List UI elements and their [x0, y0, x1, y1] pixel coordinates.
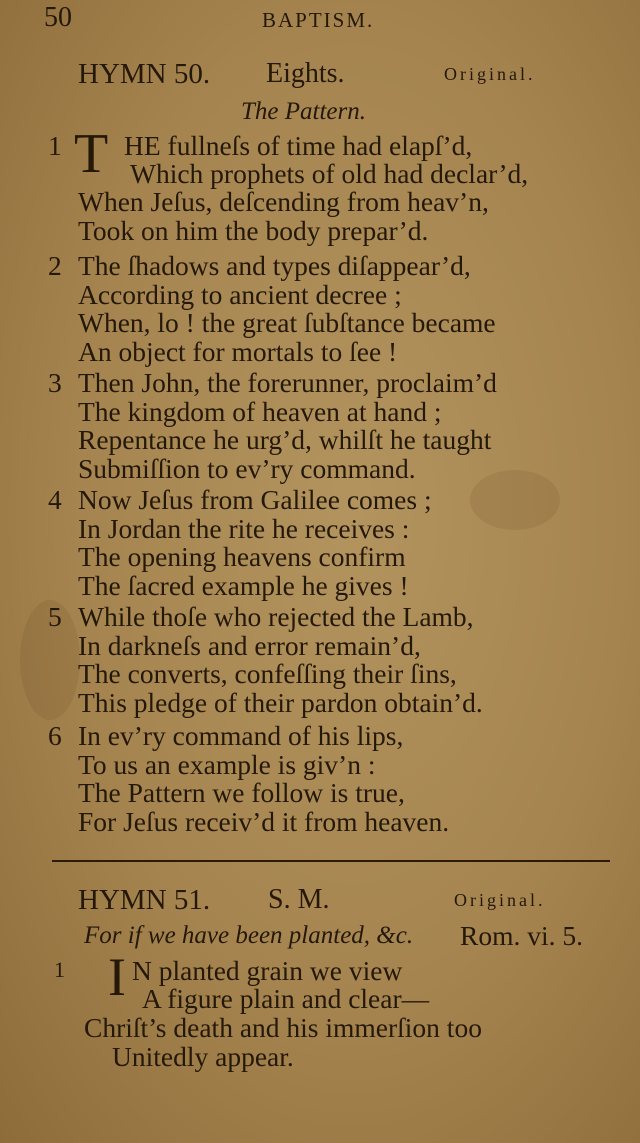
hymn-51-source: Original.	[454, 890, 546, 910]
hymn-line: Took on him the body prepar’d.	[78, 215, 429, 246]
hymn-50-title: HYMN 50.	[78, 58, 211, 90]
hymn-51-subtitle: For if we have been planted, &c.	[84, 922, 414, 949]
hymn-line: A figure plain and clear—	[142, 983, 430, 1014]
hymn-line: Submiſſion to ev’ry command.	[78, 453, 416, 484]
stanza-number: 4	[48, 484, 62, 515]
hymn-line: The opening heavens confirm	[78, 541, 406, 572]
hymn-line: For Jeſus receiv’d it from heaven.	[78, 806, 450, 837]
hymn-line: Then John, the forerunner, proclaim’d	[78, 367, 497, 398]
hymn-line: In darkneſs and error remain’d,	[78, 630, 421, 661]
hymn-line: While thoſe who rejected the Lamb,	[78, 601, 474, 632]
hymn-line: Unitedly appear.	[112, 1041, 294, 1072]
stanza-number: 3	[48, 367, 62, 398]
stanza-number: 1	[48, 130, 62, 161]
hymn-line: Chriſt’s death and his immerſion too	[84, 1012, 482, 1043]
hymn-line: Which prophets of old had declar’d,	[130, 158, 529, 189]
hymn-50-meter: Eights.	[266, 58, 345, 89]
hymn-line: Now Jeſus from Galilee comes ;	[78, 484, 432, 515]
hymn-line: When, lo ! the great ſubſtance became	[78, 307, 496, 338]
hymn-line: In Jordan the rite he receives :	[78, 513, 410, 544]
scripture-reference: Rom. vi. 5.	[460, 920, 583, 951]
hymn-line: N planted grain we view	[132, 955, 403, 986]
drop-cap: T	[74, 123, 109, 185]
hymn-line: The Pattern we follow is true,	[78, 777, 405, 808]
hymn-line: The kingdom of heaven at hand ;	[78, 396, 442, 427]
hymn-line: This pledge of their pardon obtain’d.	[78, 687, 483, 718]
hymn-line: Repentance he urg’d, whilſt he taught	[78, 424, 492, 455]
hymn-line: When Jeſus, deſcending from heav’n,	[78, 186, 489, 217]
hymn-line: The converts, confeſſing their ſins,	[78, 658, 457, 689]
hymn-50-subtitle: The Pattern.	[241, 98, 366, 125]
section-divider	[52, 860, 610, 862]
stanza-number: 1	[54, 957, 65, 982]
stanza-number: 5	[48, 601, 62, 632]
hymn-line: According to ancient decree ;	[78, 279, 402, 310]
hymn-51-meter: S. M.	[268, 884, 330, 915]
hymn-51-title: HYMN 51.	[78, 884, 211, 916]
paper-stain	[470, 470, 560, 530]
hymn-50-source: Original.	[444, 64, 536, 84]
hymn-line: The ſacred example he gives !	[78, 570, 409, 601]
page-number: 50	[44, 2, 72, 33]
hymn-line: In ev’ry command of his lips,	[78, 720, 404, 751]
hymn-line: HE fullneſs of time had elapſ’d,	[124, 130, 473, 161]
stanza-number: 2	[48, 250, 62, 281]
drop-cap: I	[108, 947, 126, 1007]
hymn-line: The ſhadows and types diſappear’d,	[78, 250, 471, 281]
hymn-line: To us an example is giv’n :	[78, 749, 376, 780]
stanza-number: 6	[48, 720, 62, 751]
hymn-line: An object for mortals to ſee !	[78, 336, 398, 367]
running-title: BAPTISM.	[262, 8, 375, 32]
